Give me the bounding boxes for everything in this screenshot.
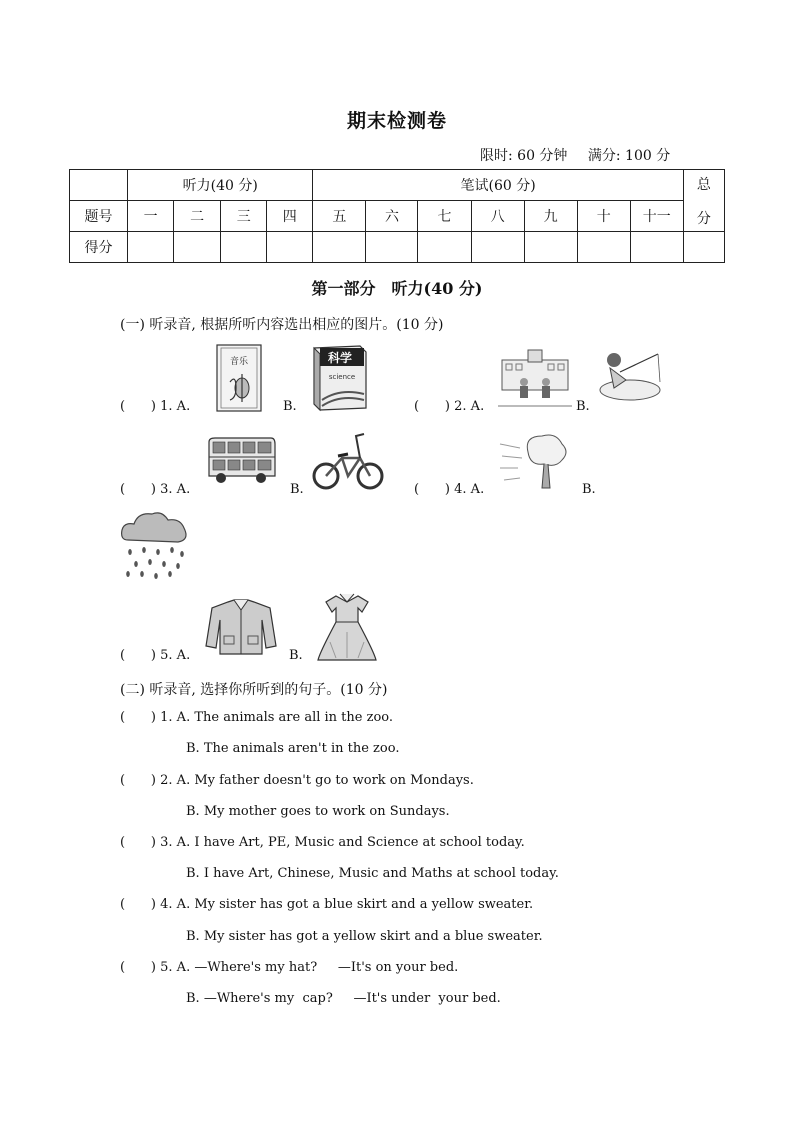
score-cell[interactable] (524, 232, 577, 263)
part-one-title: 第一部分 听力(40 分) (311, 279, 483, 298)
option-b-label: B. (289, 648, 303, 663)
option-b-label: B. (582, 482, 596, 497)
question-number: 4. A. (454, 482, 485, 497)
question-number: 1. A. (160, 710, 191, 725)
sentence-question-3 (120, 835, 525, 850)
time-limit: 限时: 60 分钟 (480, 148, 568, 164)
question-number: 3. A. (160, 835, 191, 850)
children-at-school-icon[interactable] (498, 348, 572, 408)
answer-blank[interactable] (120, 960, 156, 975)
answer-blank[interactable] (120, 835, 156, 850)
answer-blank[interactable] (120, 897, 156, 912)
section-two-heading: (二) 听录音, 选择你所听到的句子。(10 分) (120, 682, 388, 698)
sentence-question-4 (120, 897, 533, 912)
score-cell[interactable] (577, 232, 630, 263)
score-cell[interactable] (128, 232, 174, 263)
listening-header: 听力(40 分) (128, 170, 313, 201)
science-book-icon[interactable] (310, 344, 368, 412)
music-book-label: 音乐 (229, 357, 249, 367)
science-book-sub: science (328, 373, 356, 381)
number-cell: 十 (577, 201, 630, 232)
option-a-sentence: The animals are all in the zoo. (194, 710, 394, 725)
score-cell[interactable] (471, 232, 524, 263)
number-cell: 六 (366, 201, 418, 232)
number-cell: 一 (128, 201, 174, 232)
answer-blank[interactable] (120, 399, 156, 414)
option-a-sentence: I have Art, PE, Music and Science at school today. (194, 835, 525, 850)
question-4 (414, 482, 484, 497)
number-cell: 八 (471, 201, 524, 232)
option-b-label: B. (283, 399, 297, 414)
time-and-score-limits (480, 145, 670, 165)
sentence-question-1 (120, 710, 393, 725)
option-b-label: B. (576, 399, 590, 414)
number-cell: 九 (524, 201, 577, 232)
total-header (683, 170, 724, 232)
question-5 (120, 648, 190, 663)
option-a-sentence: My father doesn't go to work on Mondays. (194, 773, 474, 788)
dress-icon[interactable] (316, 592, 378, 662)
row-label-number: 题号 (70, 201, 128, 232)
question-number: 4. A. (160, 897, 191, 912)
question-2 (414, 399, 484, 414)
answer-blank[interactable] (120, 648, 156, 663)
question-1 (120, 399, 190, 414)
rain-cloud-icon[interactable] (118, 510, 190, 580)
jacket-icon[interactable] (204, 598, 278, 656)
score-table (69, 169, 725, 263)
number-cell: 五 (313, 201, 366, 232)
option-a-sentence: —Where's my hat? —It's on your bed. (194, 960, 459, 975)
score-cell[interactable] (267, 232, 313, 263)
page-title: 期末检测卷 (346, 110, 447, 132)
answer-blank[interactable] (120, 482, 156, 497)
number-cell: 十一 (630, 201, 683, 232)
option-a-sentence: My sister has got a blue skirt and a yellow sweater. (194, 897, 534, 912)
score-cell[interactable] (174, 232, 221, 263)
boy-fishing-icon[interactable] (596, 350, 666, 402)
number-cell: 四 (267, 201, 313, 232)
answer-blank[interactable] (414, 399, 450, 414)
number-cell: 三 (221, 201, 267, 232)
option-b-sentence: B. My mother goes to work on Sundays. (186, 804, 450, 819)
score-cell[interactable] (221, 232, 267, 263)
question-number: 2. A. (454, 399, 485, 414)
score-cell[interactable] (366, 232, 418, 263)
option-b-sentence: B. My sister has got a yellow skirt and a blue sweater. (186, 929, 543, 944)
number-row (70, 201, 725, 232)
science-book-label: 科学 (327, 351, 353, 365)
row-label-score: 得分 (70, 232, 128, 263)
double-decker-bus-icon[interactable] (205, 436, 277, 486)
music-book-icon[interactable] (216, 344, 262, 412)
question-3 (120, 482, 190, 497)
question-number: 2. A. (160, 773, 191, 788)
windy-tree-icon[interactable] (498, 430, 570, 492)
option-b-sentence: B. —Where's my cap? —It's under your bed. (186, 991, 501, 1006)
question-number: 5. A. (160, 648, 191, 663)
total-header-bottom: 分 (696, 210, 711, 227)
sentence-question-5 (120, 960, 458, 975)
answer-blank[interactable] (120, 710, 156, 725)
number-cell: 七 (418, 201, 471, 232)
answer-blank[interactable] (120, 773, 156, 788)
bicycle-icon[interactable] (312, 430, 384, 492)
score-cell[interactable] (313, 232, 366, 263)
score-row (70, 232, 725, 263)
full-score: 满分: 100 分 (587, 148, 671, 164)
option-b-sentence: B. The animals aren't in the zoo. (186, 741, 400, 756)
option-b-sentence: B. I have Art, Chinese, Music and Maths at school today. (186, 866, 559, 881)
total-header-top: 总 (696, 176, 711, 193)
number-cell: 二 (174, 201, 221, 232)
section-one-heading: (一) 听录音, 根据所听内容选出相应的图片。(10 分) (120, 317, 444, 333)
question-number: 5. A. (160, 960, 191, 975)
score-cell[interactable] (630, 232, 683, 263)
score-cell[interactable] (418, 232, 471, 263)
writing-header: 笔试(60 分) (313, 170, 684, 201)
sentence-question-2 (120, 773, 474, 788)
score-cell[interactable] (683, 232, 724, 263)
option-b-label: B. (290, 482, 304, 497)
answer-blank[interactable] (414, 482, 450, 497)
question-number: 1. A. (160, 399, 191, 414)
question-number: 3. A. (160, 482, 191, 497)
table-corner (70, 170, 128, 201)
